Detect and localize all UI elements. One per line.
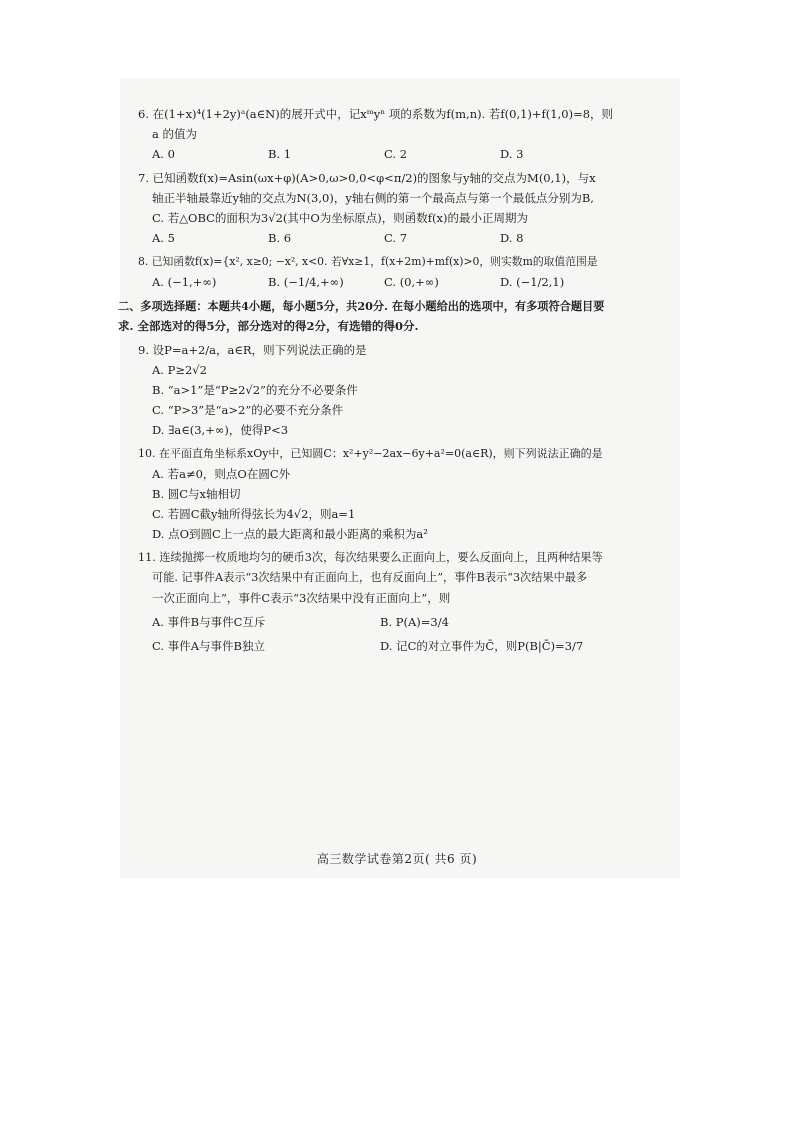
q10-option-d: D. 点O到圆C上一点的最大距离和最小距离的乘积为a² xyxy=(152,527,428,541)
q11-options-row2 xyxy=(138,636,668,656)
exam-content xyxy=(118,104,668,660)
q7-stem-line2: 轴正半轴最靠近y轴的交点为N(3,0)，y轴右侧的第一个最高点与第一个最低点分别为B, xyxy=(152,191,594,205)
q9-option-b: B. “a>1”是“P≥2√2”的充分不必要条件 xyxy=(152,383,358,397)
q11-option-c: C. 事件A与事件B独立 xyxy=(152,639,265,653)
q9-option-a: A. P≥2√2 xyxy=(152,363,207,377)
q11-stem-line1: 11. 连续抛掷一枚质地均匀的硬币3次，每次结果要么正面向上，要么反面向上，且两种结果等 xyxy=(138,551,603,564)
q10-option-a: A. 若a≠0，则点O在圆C外 xyxy=(152,467,291,481)
q8-stem-line1: 8. 已知函数f(x)={x², x≥0; −x², x<0. 若∀x≥1，f(x+2m)+mf(x)>0，则实数m的取值范围是 xyxy=(138,255,598,268)
q8-option-d: D. (−1/2,1) xyxy=(500,275,565,289)
q7-stem-line1: 7. 已知函数f(x)=Asin(ωx+φ)(A>0,ω>0,0<φ<π/2)的图象与y轴的交点为M(0,1)，与x xyxy=(138,171,596,185)
q11-option-a: A. 事件B与事件C互斥 xyxy=(152,615,266,629)
question-11 xyxy=(138,548,668,656)
q9-stem: 9. 设P=a+2/a，a∈R，则下列说法正确的是 xyxy=(138,343,367,357)
q10-option-b: B. 圆C与x轴相切 xyxy=(152,487,241,501)
q8-option-a: A. (−1,+∞) xyxy=(152,275,217,289)
q11-stem-line3: 一次正面向上”，事件C表示“3次结果中没有正面向上”，则 xyxy=(152,591,451,605)
q10-stem: 10. 在平面直角坐标系xOy中，已知圆C：x²+y²−2ax−6y+a²=0(a∈R)，则下列说法正确的是 xyxy=(138,447,603,460)
q6-stem-line2: a 的值为 xyxy=(152,127,198,141)
q6-stem-line1: 6. 在(1+x)⁴(1+2y)ᵃ(a∈N)的展开式中，记xᵐyⁿ 项的系数为f(m,n). 若f(0,1)+f(1,0)=8，则 xyxy=(138,107,614,121)
q8-options xyxy=(138,272,668,292)
section-2-line2: 求. 全部选对的得5分，部分选对的得2分，有选错的得0分. xyxy=(118,319,419,333)
q9-option-c: C. “P>3”是“a>2”的必要不充分条件 xyxy=(152,403,344,417)
question-9 xyxy=(138,340,668,440)
q6-options xyxy=(138,144,668,164)
q6-option-b: B. 1 xyxy=(268,147,292,161)
q7-option-d: D. 8 xyxy=(500,231,524,245)
q8-option-c: C. (0,+∞) xyxy=(384,275,439,289)
q8-option-b: B. (−1/4,+∞) xyxy=(268,275,344,289)
section-2-line1: 二、多项选择题：本题共4小题，每小题5分，共20分. 在每小题给出的选项中，有多项符合题目要 xyxy=(118,299,605,313)
q11-option-d: D. 记C的对立事件为C̄，则P(B|C̄)=3/7 xyxy=(380,639,584,653)
q7-options xyxy=(138,228,668,248)
q11-option-b: B. P(A)=3/4 xyxy=(380,615,449,629)
section-2-heading xyxy=(118,296,668,336)
q7-option-b: B. 6 xyxy=(268,231,292,245)
page-footer: 高三数学试卷第2页( 共6 页) xyxy=(316,852,478,866)
q6-option-c: C. 2 xyxy=(384,147,408,161)
q9-option-d: D. ∃a∈(3,+∞)，使得P<3 xyxy=(152,423,289,437)
q10-option-c: C. 若圆C截y轴所得弦长为4√2，则a=1 xyxy=(152,507,356,521)
question-7 xyxy=(138,168,668,248)
q6-option-d: D. 3 xyxy=(500,147,524,161)
q11-options-row1 xyxy=(138,612,668,632)
q7-option-c: C. 7 xyxy=(384,231,408,245)
question-10 xyxy=(138,444,668,544)
q7-stem-line3: C. 若△OBC的面积为3√2(其中O为坐标原点)，则函数f(x)的最小正周期为 xyxy=(152,211,529,225)
q7-option-a: A. 5 xyxy=(152,231,175,245)
q6-option-a: A. 0 xyxy=(152,147,175,161)
question-8 xyxy=(138,252,668,292)
question-6 xyxy=(138,104,668,164)
q11-stem-line2: 可能. 记事件A表示“3次结果中有正面向上，也有反面向上”，事件B表示“3次结果中最多 xyxy=(152,571,588,584)
